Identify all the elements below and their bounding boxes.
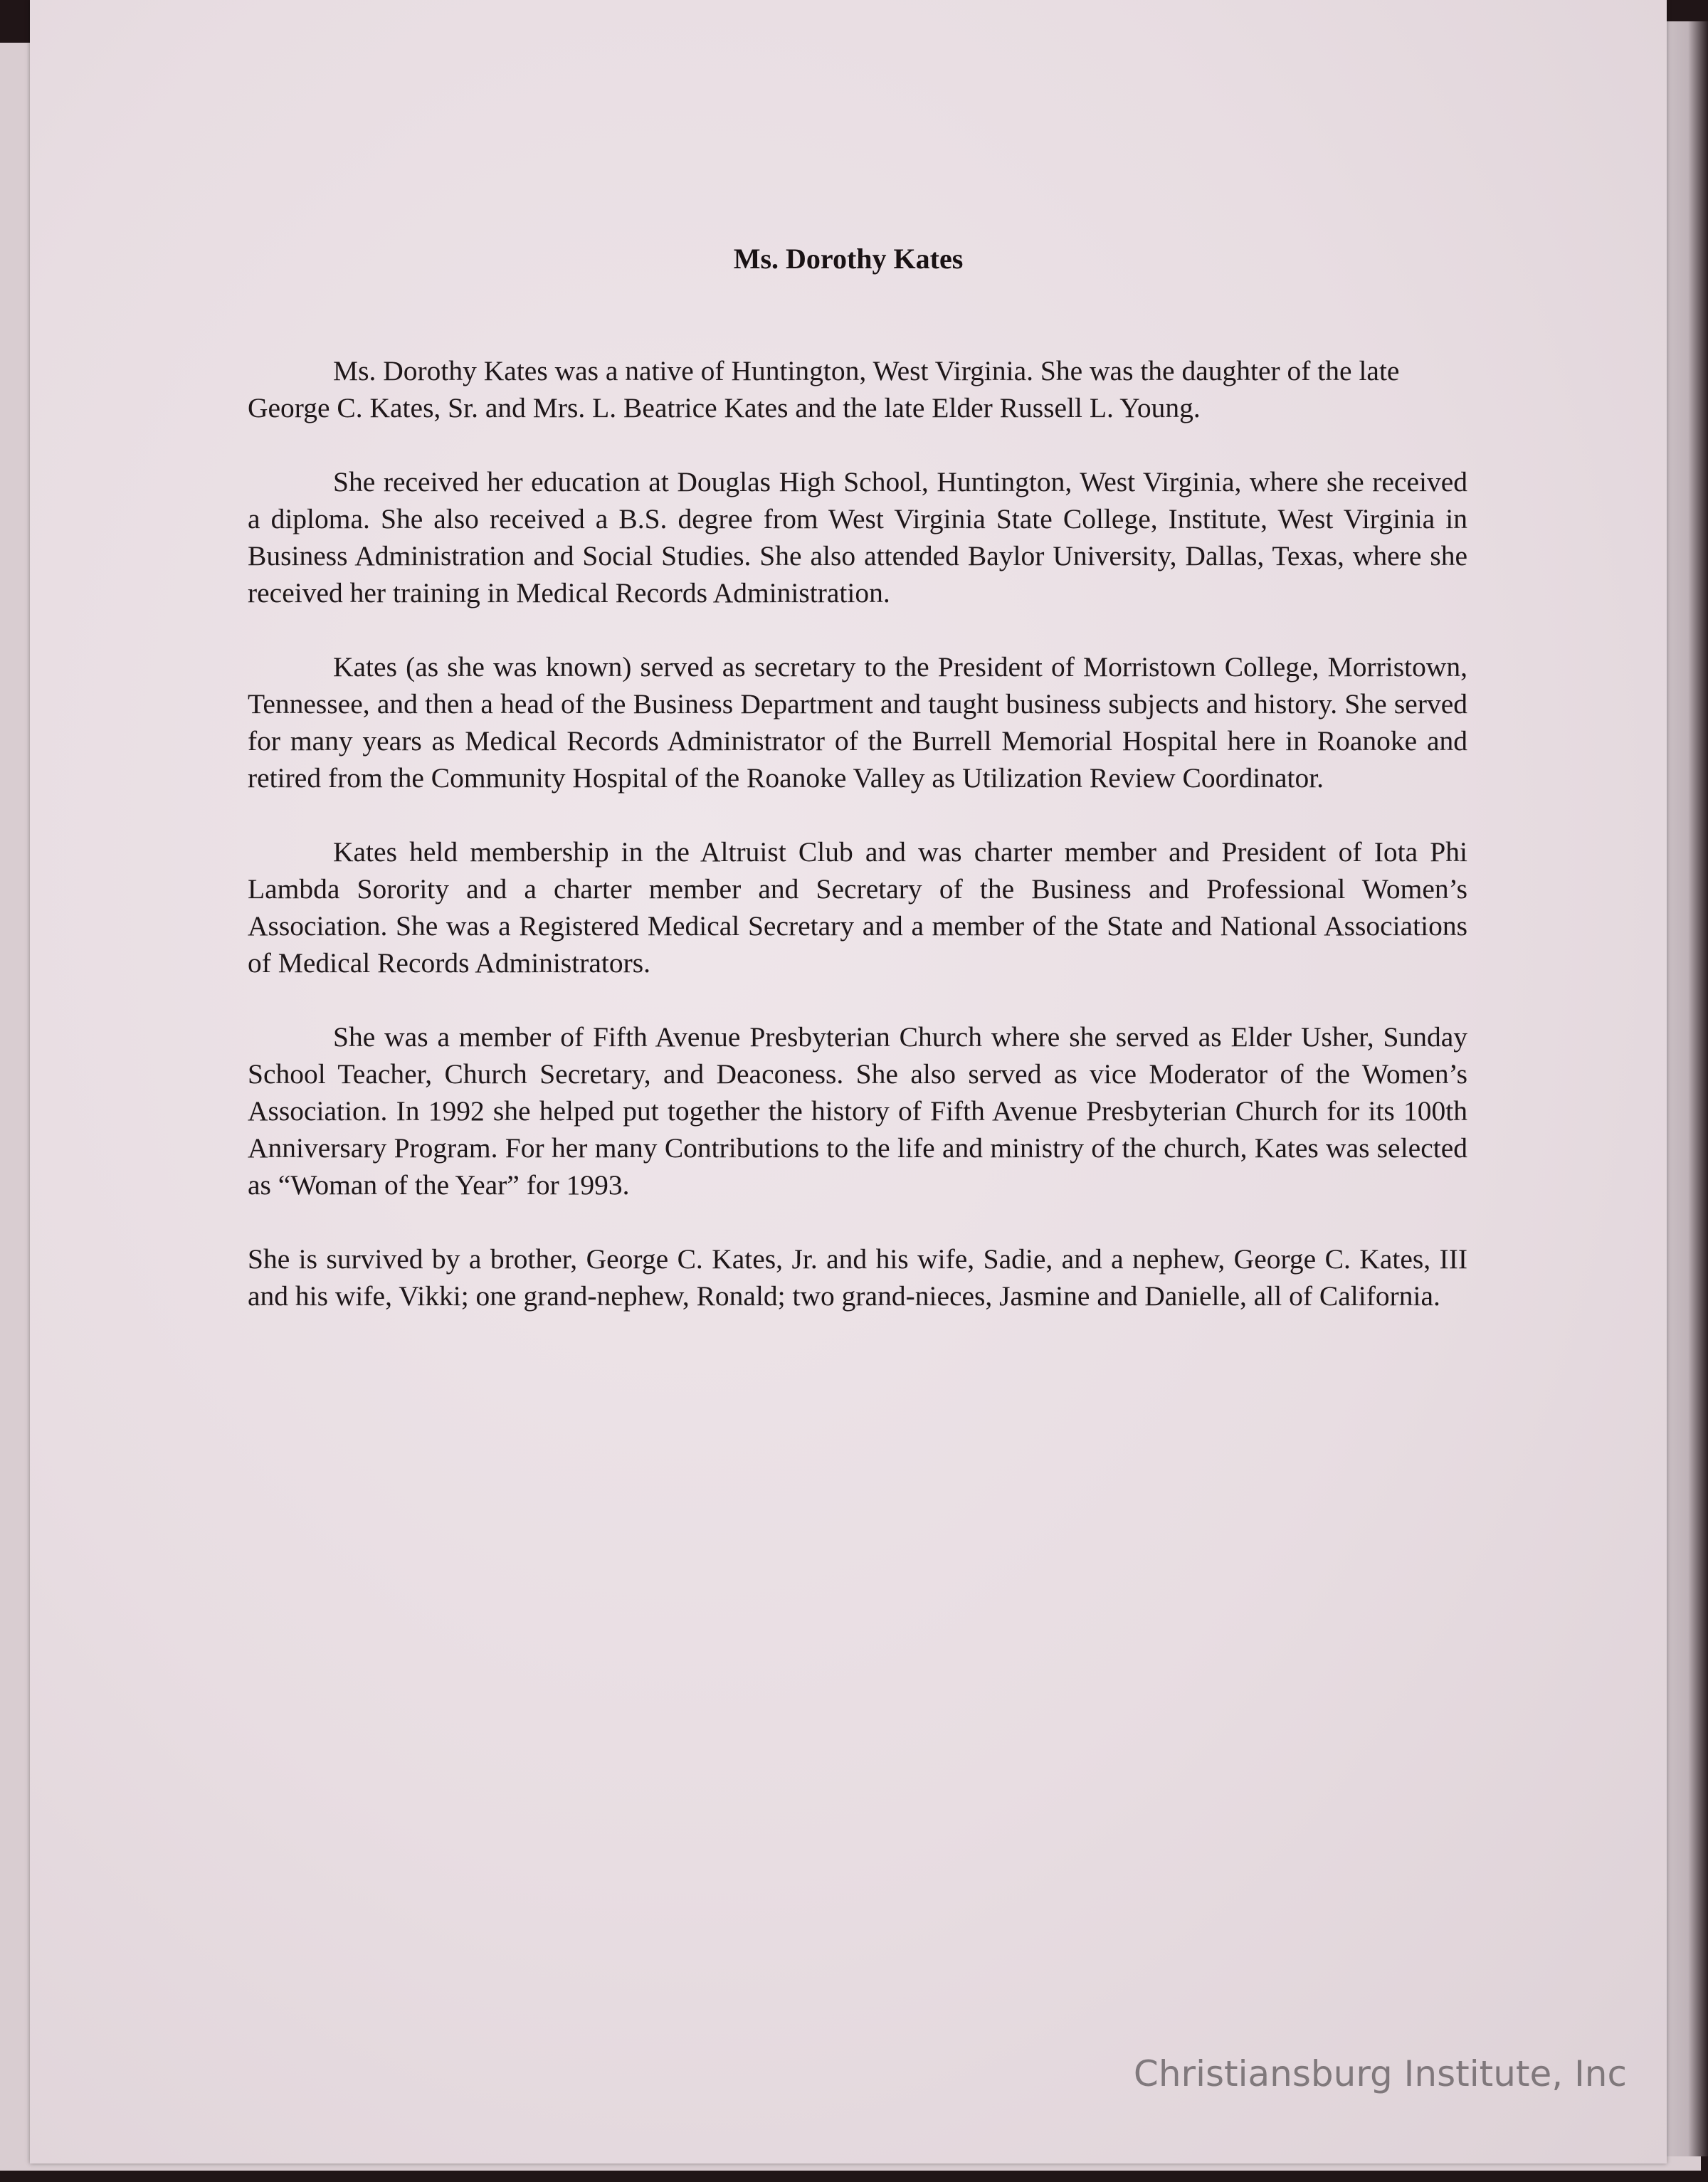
paragraph-birth: Ms. Dorothy Kates was a native of Huntington, West Virginia. She was the daughter of the late George C. Kates, Sr. and Mrs. L. Beatrice Kates and the late Elder Russell L. Young. xyxy=(248,355,1400,423)
paragraph-survivors: She is survived by a brother, George C. Kates, Jr. and his wife, Sadie, and a nephew, George C. Kates, III and his wife, Vikki; one grand-nephew, Ronald; two grand-nieces, Jasmine and Danielle, all of California. xyxy=(248,1243,1467,1312)
paragraph-education: She received her education at Douglas High School, Huntington, West Virginia, where she received a diploma. She also received a B.S. degree from West Virginia State College, Institute, West Virginia in Business Administration and Social Studies. She also attended Baylor University, Dallas, Texas, where she received her training in Medical Records Administration. xyxy=(248,466,1467,608)
paragraph-career: Kates (as she was known) served as secretary to the President of Morristown College, Morristown, Tennessee, and then a head of the Business Department and taught business subjects and history. She served for many years as Medical Records Administrator of the Burrell Memorial Hospital here in Roanoke and retired from the Community Hospital of the Roanoke Valley as Utilization Review Coordinator. xyxy=(248,651,1467,794)
page-title: Ms. Dorothy Kates xyxy=(733,243,964,275)
paragraph-memberships: Kates held membership in the Altruist Club and was charter member and President of Iota Phi Lambda Sorority and a charter member and Secretary of the Business and Professional Women’s Association. She was a Registered Medical Secretary and a member of the State and National Associations of Medical Records Administrators. xyxy=(248,836,1467,979)
watermark: Christiansburg Institute, Inc xyxy=(1133,2053,1627,2094)
document-page xyxy=(30,0,1667,2163)
document-body xyxy=(248,352,1467,1351)
paragraph-church: She was a member of Fifth Avenue Presbyterian Church where she served as Elder Usher, Sunday School Teacher, Church Secretary, and Deaconess. She also served as vice Moderator of the Women’s Association. In 1992 she helped put together the history of Fifth Avenue Presbyterian Church for its 100th Anniversary Program. For her many Contributions to the life and ministry of the church, Kates was selected as “Woman of the Year” for 1993. xyxy=(248,1021,1467,1201)
